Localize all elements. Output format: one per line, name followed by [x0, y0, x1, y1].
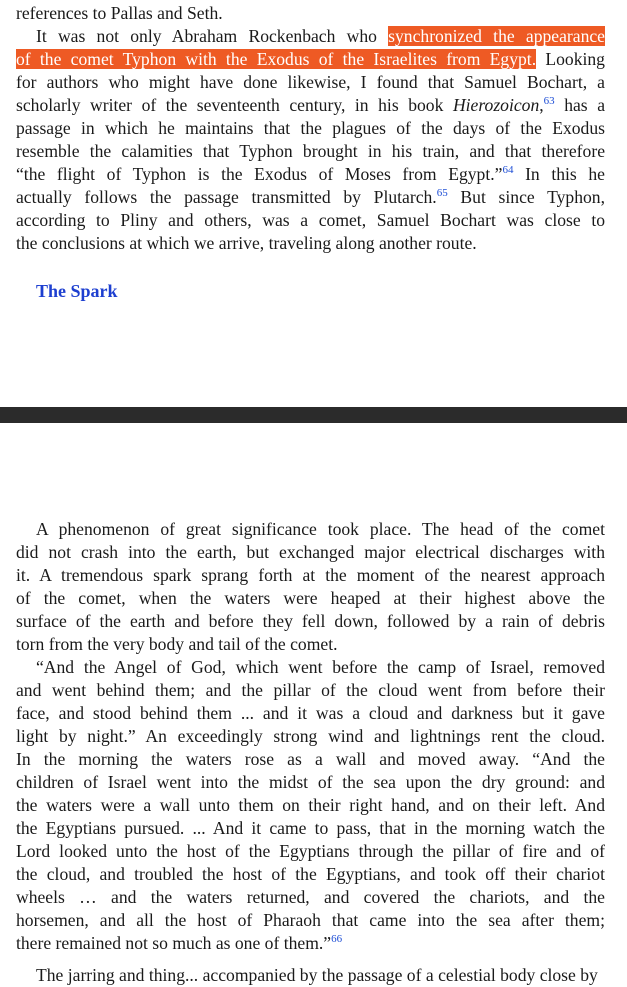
- text-line: light by night.” An exceedingly strong wind and lightnings rent the cloud.: [16, 726, 605, 746]
- text-line: wheels … and the waters returned, and covered the chariots, and the: [16, 887, 605, 907]
- text-span: In this he: [513, 164, 605, 184]
- footnote-link-63[interactable]: 63: [543, 95, 555, 107]
- text-span: It was not only Abraham Rockenbach who: [36, 26, 389, 46]
- text-line: [16, 25, 605, 48]
- text-line: according to Pliny and others, was a comet, Samuel Bochart was close to: [16, 210, 605, 230]
- highlight[interactable]: synchronized the appearance: [388, 26, 605, 46]
- section-heading: The Spark: [36, 281, 118, 301]
- text-line: [16, 932, 605, 955]
- text-line: the waters were a wall unto them on their right hand, and on their left. And: [16, 795, 605, 815]
- text-line: and went behind them; and the pillar of the cloud went from before their: [16, 680, 605, 700]
- bottom-page-text: [16, 518, 605, 955]
- text-line: horsemen, and all the host of Pharaoh that came into the sea after them;: [16, 910, 605, 930]
- highlight[interactable]: of the comet Typhon with the Exodus of the Israelites from Egypt.: [16, 49, 537, 69]
- text-line: the cloud, and troubled the host of the Egyptians, and took off their chariot: [16, 864, 605, 884]
- text-line: face, and stood behind them ... and it was a cloud and darkness but it gave: [16, 703, 605, 723]
- footnote-link-65[interactable]: 65: [436, 187, 448, 199]
- text-line: the conclusions at which we arrive, traveling along another route.: [16, 233, 477, 253]
- text-line: [16, 163, 605, 186]
- text-line: surface of the earth and before they fell down, followed by a rain of debris: [16, 611, 605, 631]
- text-line: In the morning the waters rose as a wall and moved away. “And the: [16, 749, 605, 769]
- top-page-text: [16, 2, 605, 255]
- cutoff-line: [16, 960, 605, 985]
- text-span: there remained not so much as one of them.”: [16, 933, 332, 953]
- text-line: passage in which he maintains that the plagues of the days of the Exodus: [16, 118, 605, 138]
- text-span: The jarring and thing... accompanied by the passage of a celestial body close by: [36, 965, 598, 985]
- text-span: actually follows the passage transmitted by Plutarch.: [16, 187, 437, 207]
- text-line: of the comet, when the waters were heaped at their highest above the: [16, 588, 605, 608]
- text-line: the Egyptians pursued. ... And it came to pass, that in the morning watch the: [16, 818, 605, 838]
- text-line: Lord looked unto the host of the Egyptians through the pillar of fire and of: [16, 841, 605, 861]
- text-line: torn from the very body and tail of the comet.: [16, 634, 338, 654]
- text-span: But since Typhon,: [447, 187, 605, 207]
- text-line: [16, 94, 605, 117]
- text-line: “And the Angel of God, which went before the camp of Israel, removed: [36, 657, 605, 677]
- page-divider: [0, 407, 627, 423]
- text-span: Looking: [536, 49, 605, 69]
- text-line: A phenomenon of great significance took place. The head of the comet: [36, 519, 605, 539]
- footnote-link-66[interactable]: 66: [331, 933, 343, 945]
- text-span: scholarly writer of the seventeenth century, in his book: [16, 95, 453, 115]
- text-line: references to Pallas and Seth.: [16, 3, 223, 23]
- footnote-link-64[interactable]: 64: [502, 164, 514, 176]
- text-span: “the flight of Typhon is the Exodus of Moses from Egypt.”: [16, 164, 503, 184]
- text-span: ,: [539, 95, 544, 115]
- text-line: children of Israel went into the midst of the sea upon the dry ground: and: [16, 772, 605, 792]
- text-line: it. A tremendous spark sprang forth at the moment of the nearest approach: [16, 565, 605, 585]
- text-line: did not crash into the earth, but exchanged major electrical discharges with: [16, 542, 605, 562]
- text-line: [16, 186, 605, 209]
- text-span: has a: [554, 95, 606, 115]
- text-line: resemble the calamities that Typhon brought in his train, and that therefore: [16, 141, 605, 161]
- text-line: for authors who might have done likewise, I found that Samuel Bochart, a: [16, 72, 605, 92]
- text-line: [16, 48, 605, 71]
- book-title: Hierozoicon: [452, 95, 540, 115]
